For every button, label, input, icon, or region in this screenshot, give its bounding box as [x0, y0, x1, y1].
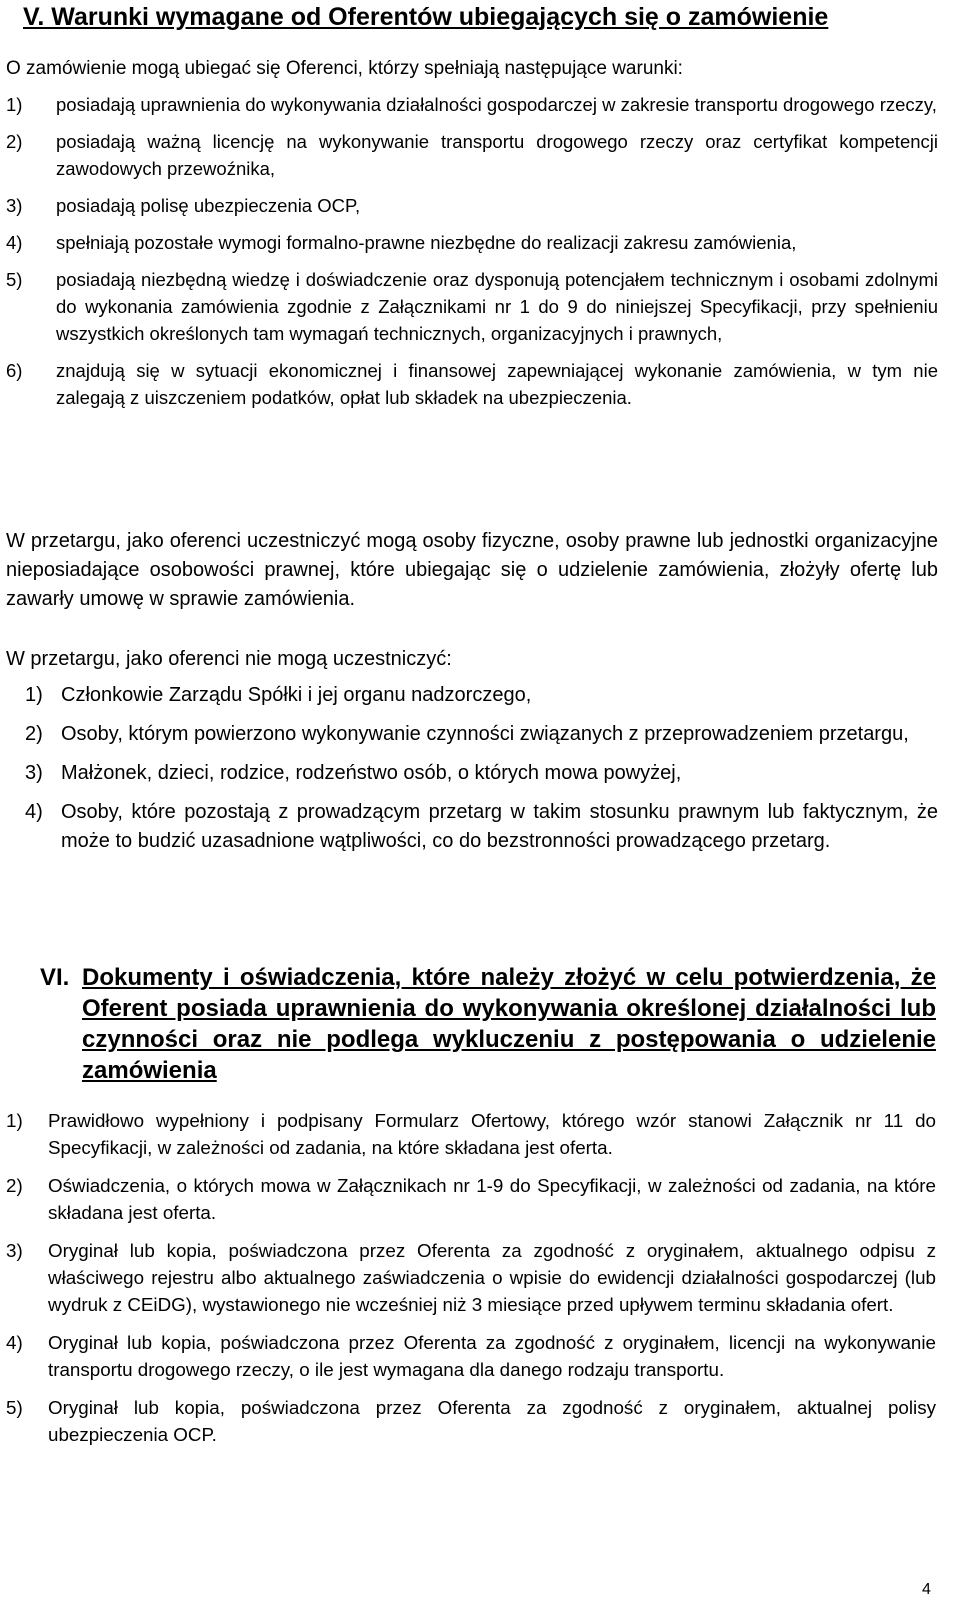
item-number: 5): [6, 1397, 23, 1418]
item-number: 2): [6, 131, 23, 152]
item-text: posiadają ważną licencję na wykonywanie transportu drogowego rzeczy oraz certyfikat kompetencji zawodowych przewoźnika,: [56, 131, 938, 179]
item-text: posiadają polisę ubezpieczenia OCP,: [56, 195, 361, 216]
section-vi-number: VI.: [40, 964, 70, 991]
excluded-paragraph: W przetargu, jako oferenci nie mogą uczestniczyć:: [6, 648, 452, 670]
condition-item: [6, 357, 938, 411]
condition-item: [6, 128, 938, 182]
item-number: 5): [6, 269, 23, 290]
excluded-list: [25, 681, 938, 866]
excluded-item: [25, 759, 938, 788]
document-item: [6, 1329, 936, 1383]
page-number: 4: [922, 1581, 931, 1598]
item-number: 4): [25, 801, 43, 823]
item-text: Członkowie Zarządu Spółki i jej organu nadzorczego,: [61, 684, 532, 706]
document-item: [6, 1237, 936, 1318]
section-vi-heading: [40, 962, 936, 1086]
condition-item: [6, 266, 938, 347]
excluded-item: [25, 681, 938, 710]
item-number: 2): [6, 1175, 23, 1196]
item-text: znajdują się w sytuacji ekonomicznej i finansowej zapewniającej wykonanie zamówienia, w tym nie zalegają z uiszczeniem podatków, opłat lub składek na ubezpieczenia.: [56, 360, 938, 408]
item-text: Oświadczenia, o których mowa w Załącznikach nr 1-9 do Specyfikacji, w zależności od zadania, na które składana jest oferta.: [48, 1175, 936, 1223]
item-number: 2): [25, 723, 43, 745]
item-number: 4): [6, 1332, 23, 1353]
documents-list: [6, 1107, 936, 1459]
section-vi-title: Dokumenty i oświadczenia, które należy złożyć w celu potwierdzenia, że Oferent posiada uprawnienia do wykonywania określonej działalności lub czynności oraz nie podlega wykluczeniu z postępowania o udzielenie zamówienia: [82, 964, 936, 1084]
item-number: 1): [6, 94, 23, 115]
item-text: Osoby, którym powierzono wykonywanie czynności związanych z przeprowadzeniem przetargu,: [61, 723, 909, 745]
item-number: 6): [6, 360, 23, 381]
participants-paragraph: W przetargu, jako oferenci uczestniczyć mogą osoby fizyczne, osoby prawne lub jednostki organizacyjne nieposiadające osobowości prawnej, które ubiegając się o udzielenie zamówienia, złożyły ofertę lub zawarły umowę w sprawie zamówienia.: [6, 530, 938, 610]
item-text: Małżonek, dzieci, rodzice, rodzeństwo osób, o których mowa powyżej,: [61, 762, 682, 784]
conditions-list: [6, 91, 938, 421]
item-text: spełniają pozostałe wymogi formalno-prawne niezbędne do realizacji zakresu zamówienia,: [56, 232, 797, 253]
condition-item: [6, 192, 938, 219]
item-text: posiadają uprawnienia do wykonywania działalności gospodarczej w zakresie transportu drogowego rzeczy,: [56, 94, 937, 115]
condition-item: [6, 91, 938, 118]
item-number: 4): [6, 232, 23, 253]
condition-item: [6, 229, 938, 256]
item-text: posiadają niezbędną wiedzę i doświadczenie oraz dysponują potencjałem technicznym i osobami zdolnymi do wykonania zamówienia zgodnie z Załącznikami nr 1 do 9 do niniejszej Specyfikacji, przy spełnieniu wszystkich określonych tam wymagań technicznych, organizacyjnych i prawnych,: [56, 269, 938, 344]
item-number: 3): [6, 195, 23, 216]
item-number: 3): [25, 762, 43, 784]
item-number: 3): [6, 1240, 23, 1261]
item-text: Oryginał lub kopia, poświadczona przez Oferenta za zgodność z oryginałem, licencji na wykonywanie transportu drogowego rzeczy, o ile jest wymagana dla danego rodzaju transportu.: [48, 1332, 936, 1380]
item-text: Oryginał lub kopia, poświadczona przez Oferenta za zgodność z oryginałem, aktualnej polisy ubezpieczenia OCP.: [48, 1397, 936, 1445]
section-v-heading: V. Warunki wymagane od Oferentów ubiegających się o zamówienie: [23, 3, 829, 31]
document-item: [6, 1172, 936, 1226]
section-v-intro: O zamówienie mogą ubiegać się Oferenci, którzy spełniają następujące warunki:: [6, 58, 683, 79]
excluded-item: [25, 798, 938, 856]
item-text: Prawidłowo wypełniony i podpisany Formularz Ofertowy, którego wzór stanowi Załącznik nr 11 do Specyfikacji, w zależności od zadania, na które składana jest oferta.: [48, 1110, 936, 1158]
item-text: Oryginał lub kopia, poświadczona przez Oferenta za zgodność z oryginałem, aktualnego odpisu z właściwego rejestru albo aktualnego zaświadczenia o wpisie do ewidencji działalności gospodarczej (lub wydruk z CEiDG), wystawionego nie wcześniej niż 3 miesiące przed upływem terminu składania ofert.: [48, 1240, 936, 1315]
excluded-item: [25, 720, 938, 749]
item-number: 1): [25, 684, 43, 706]
document-item: [6, 1394, 936, 1448]
item-number: 1): [6, 1110, 23, 1131]
document-item: [6, 1107, 936, 1161]
item-text: Osoby, które pozostają z prowadzącym przetarg w takim stosunku prawnym lub faktycznym, że może to budzić uzasadnione wątpliwości, co do bezstronności prowadzącego przetarg.: [61, 801, 938, 852]
